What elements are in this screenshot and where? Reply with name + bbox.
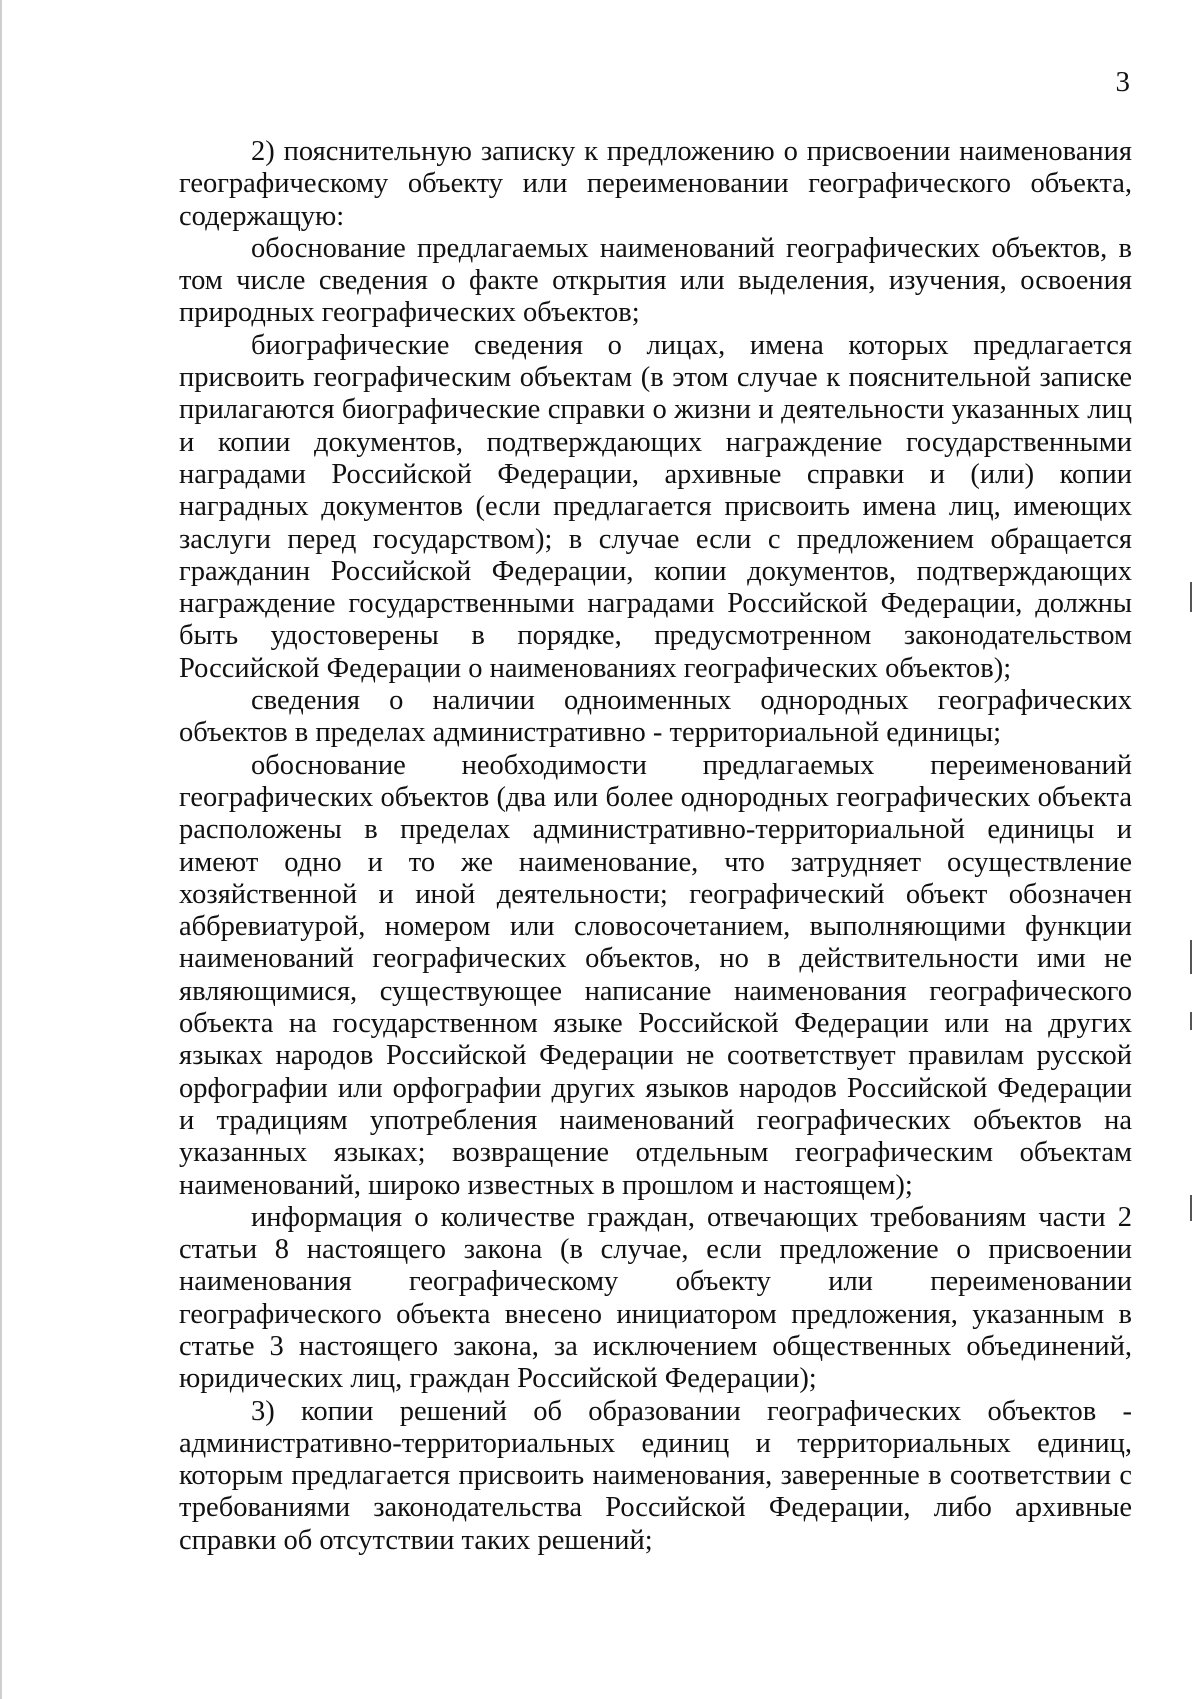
- paragraph: информация о количестве граждан, отвечающих требованиям части 2 статьи 8 настоящего закона (в случае, если предложение о присвоении наименования географическому объекту или переименовании географического объекта внесено инициатором предложения, указанным в статье 3 настоящего закона, за исключением общественных объединений, юридических лиц, граждан Российской Федерации);: [179, 1201, 1132, 1395]
- paragraph: обоснование предлагаемых наименований географических объектов, в том числе сведения о факте открытия или выделения, изучения, освоения природных географических объектов;: [179, 232, 1132, 329]
- document-body: [179, 136, 1132, 1557]
- paragraph: 3) копии решений об образовании географических объектов - административно-территориальных единиц и территориальных единиц, которым предлагается присвоить наименования, заверенные в соответствии с требованиями законодательства Российской Федерации, либо архивные справки об отсутствии таких решений;: [179, 1395, 1132, 1556]
- scan-left-edge: [0, 0, 2, 1699]
- scan-edge-mark: [1190, 1195, 1192, 1221]
- paragraph: биографические сведения о лицах, имена которых предлагается присвоить географическим объектам (в этом случае к пояснительной записке прилагаются биографические справки о жизни и деятельности указанных лиц и копии документов, подтверждающих награждение государственными наградами Российской Федерации, архивные справки и (или) копии наградных документов (если предлагается присвоить имена лиц, имеющих заслуги перед государством); в случае если с предложением обращается гражданин Российской Федерации, копии документов, подтверждающих награждение государственными наградами Российской Федерации, должны быть удостоверены в порядке, предусмотренном законодательством Российской Федерации о наименованиях географических объектов);: [179, 329, 1132, 684]
- page-number: 3: [1115, 66, 1130, 98]
- scan-edge-mark: [1190, 582, 1192, 612]
- scan-edge-mark: [1190, 940, 1192, 974]
- paragraph: обоснование необходимости предлагаемых переименований географических объектов (два или более однородных географических объекта расположены в пределах административно-территориальной единицы и имеют одно и то же наименование, что затрудняет осуществление хозяйственной и иной деятельности; географический объект обозначен аббревиатурой, номером или словосочетанием, выполняющими функции наименований географических объектов, но в действительности ими не являющимися, существующее написание наименования географического объекта на государственном языке Российской Федерации или на других языках народов Российской Федерации не соответствует правилам русской орфографии или орфографии других языков народов Российской Федерации и традициям употребления наименований географических объектов на указанных языках; возвращение отдельным географическим объектам наименований, широко известных в прошлом и настоящем);: [179, 749, 1132, 1201]
- scan-edge-mark: [1190, 1012, 1192, 1030]
- paragraph: 2) пояснительную записку к предложению о присвоении наименования географическому объекту или переименовании географического объекта, содержащую:: [179, 136, 1132, 232]
- paragraph: сведения о наличии одноименных однородных географических объектов в пределах административно - территориальной единицы;: [179, 685, 1132, 749]
